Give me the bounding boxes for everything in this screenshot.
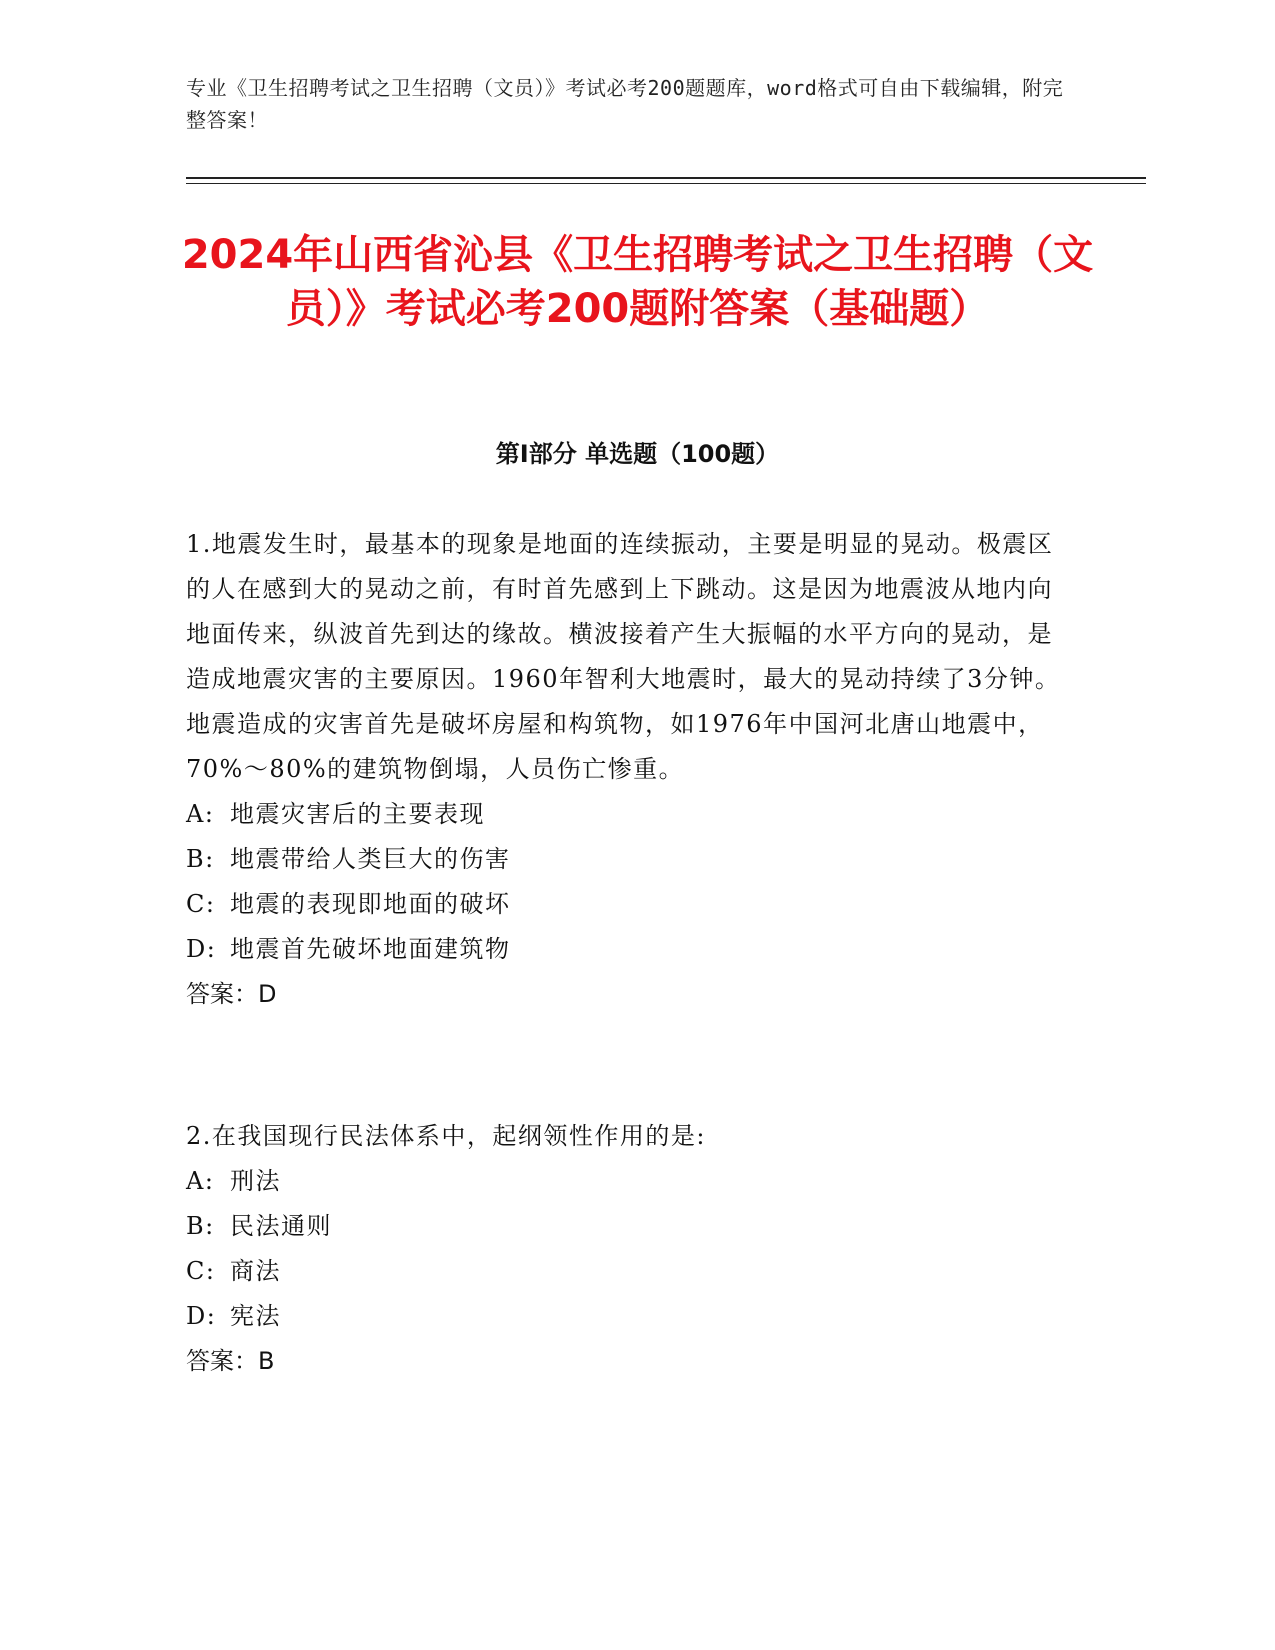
question-stem: 2.在我国现行民法体系中，起纲领性作用的是: (186, 1122, 706, 1150)
option-letter: D: (186, 1302, 217, 1330)
option-b (186, 1204, 1066, 1249)
header-rule-top (186, 177, 1146, 179)
option-d (186, 1294, 1066, 1339)
header-rule-bottom (186, 183, 1146, 184)
option-b (186, 837, 1066, 882)
section-heading: 第Ⅰ部分 单选题（100题） (495, 440, 780, 468)
option-letter: C: (186, 890, 216, 918)
option-text: 宪法 (230, 1302, 281, 1330)
option-c (186, 1249, 1066, 1294)
option-letter: A: (186, 1167, 215, 1195)
answer-line: 答案：D (186, 980, 277, 1008)
option-letter: A: (186, 800, 215, 828)
question-stem: 1.地震发生时，最基本的现象是地面的连续振动，主要是明显的晃动。极震区的人在感到大的晃动之前，有时首先感到上下跳动。这是因为地震波从地内向地面传来，纵波首先到达的缘故。横波接着产生大振幅的水平方向的晃动，是造成地震灾害的主要原因。1960年智利大地震时，最大的晃动持续了3分钟。地震造成的灾害首先是破坏房屋和构筑物，如1976年中国河北唐山地震中，70%～80%的建筑物倒塌，人员伤亡惨重。 (186, 530, 1061, 783)
document-title: 2024年山西省沁县《卫生招聘考试之卫生招聘（文员）》考试必考200题附答案（基础题） (181, 232, 1094, 332)
answer-line: 答案：B (186, 1347, 275, 1375)
option-a (186, 792, 1066, 837)
option-text: 刑法 (230, 1167, 281, 1195)
option-text: 地震灾害后的主要表现 (230, 800, 485, 828)
option-text: 商法 (230, 1257, 281, 1285)
option-letter: D: (186, 935, 217, 963)
option-text: 地震的表现即地面的破坏 (230, 890, 511, 918)
header-note: 专业《卫生招聘考试之卫生招聘（文员）》考试必考200题题库，word格式可自由下载编辑，附完整答案！ (186, 76, 1064, 132)
option-letter: B: (186, 845, 215, 873)
option-text: 地震首先破坏地面建筑物 (230, 935, 511, 963)
option-letter: B: (186, 1212, 215, 1240)
option-a (186, 1159, 1066, 1204)
question-2 (186, 1114, 1066, 1384)
option-d (186, 927, 1066, 972)
option-text: 民法通则 (230, 1212, 332, 1240)
option-c (186, 882, 1066, 927)
question-1 (186, 522, 1066, 1017)
option-letter: C: (186, 1257, 216, 1285)
option-text: 地震带给人类巨大的伤害 (230, 845, 511, 873)
